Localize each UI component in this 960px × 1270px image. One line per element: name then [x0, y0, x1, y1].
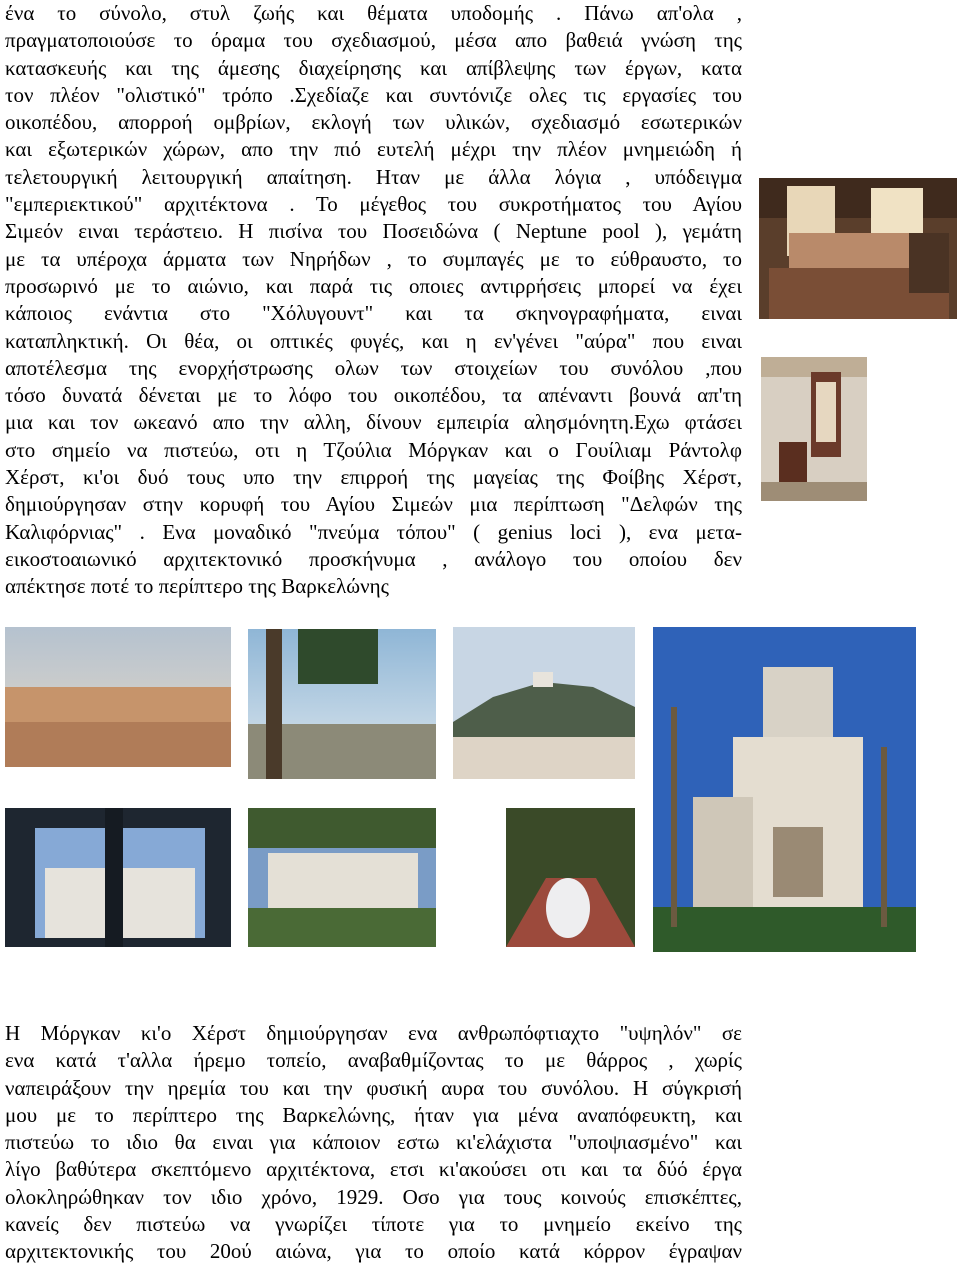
- text-line: μου με το περίπτερο της Βαρκελώνης, ήταν για μένα αναπόφευκτη, και: [5, 1102, 742, 1127]
- text-line: Καλιφόρνιας" . Ενα μοναδικό "πνεύμα τόπου" ( genius loci ), ενα μετα-: [5, 519, 742, 544]
- text-line: τόσο δυνατά δένεται με το λόφο του οικοπέδου, τα απέναντι βουνά απ'τη: [5, 383, 742, 408]
- statue-staircase-photo: [506, 808, 635, 947]
- hearst-castle-towers-photo: [653, 627, 916, 952]
- text-line: "εμπεριεκτικού" αρχιτέκτονα . Το μέγεθος του συκροτήματος του Αγίου: [5, 192, 742, 217]
- text-line: ένα το σύνολο, στυλ ζωής και θέματα υποδομής . Πάνω απ'ολα ,: [5, 1, 742, 25]
- text-line: οικοπέδου, απορροή ομβρίων, εκλογή των υλικών, σχεδιασμό εσωτερικών: [5, 110, 742, 135]
- text-line: ολοκληρώθηκαν τον ιδιο χρόνο, 1929. Οσο για τους κοινούς επισκέπτες,: [5, 1184, 742, 1209]
- hilltop-castle-photo: [453, 627, 635, 779]
- text-line: πραγματοποιούσε το όραμα του σχεδιασμού, μέσα απο βαθειά γνώση της: [5, 28, 742, 53]
- villa-terrace-photo: [248, 808, 436, 947]
- text-line: μια και τον ωκεανό απο την αλλη, δίνουν εμπειρία αλησμόνητη.Εχω φτάσει: [5, 410, 742, 435]
- text-line: τον πλέον "ολιστικό" τρόπο .Σχεδίαζε και συντόνιζε ολες τις εργασίες του: [5, 82, 742, 107]
- colonnade-view-photo: [5, 808, 231, 947]
- text-line: προσωρινό με το αιώνιο, και παρά τις οποιες αντιρρήσεις μπορεί να έχει: [5, 273, 742, 298]
- landscape-valley-photo: [5, 627, 231, 767]
- text-line: κάποιος ενάντια στο "Χόλυγουντ" και τα σκηνογραφήματα, ειναι: [5, 301, 742, 326]
- text-line: απέκτησε ποτέ το περίπτερο της Βαρκελώνης: [5, 574, 389, 599]
- text-line: αρχιτεκτονικής του 20ού αιώνα, για το οποίο κατά κόρρον έγραψαν: [5, 1239, 742, 1264]
- bedroom-interior-photo: [759, 178, 957, 319]
- text-line: Χέρστ, κι'οι δυό τους υπο την επιρροή της μαγείας της Φοίβης Χέρστ,: [5, 465, 742, 490]
- text-line: δημιούργησαν στην κορυφή του Αγίου Σιμεών μια περίπτωση "Δελφών της: [5, 492, 742, 517]
- text-line: αποτέλεσμα της ενορχήστρωσης ολων των στοιχείων του συνόλου ,πoυ: [5, 355, 742, 380]
- text-line: με τα υπέροχα άρματα των Νηρήδων , το συμπαγές με το εύθραυστο, το: [5, 246, 742, 271]
- interior-chair-photo: [761, 357, 867, 501]
- text-line: εικοστοαιωνικό αρχιτεκτονικό προσκήνυμα , ανάλογο του οποίου δεν: [5, 546, 742, 571]
- text-line: Σιμεόν ειναι τεράστειο. Η πισίνα του Ποσειδώνα ( Neptune pool ), γεμάτη: [5, 219, 742, 244]
- text-line: κανείς δεν πιστεύω να γνωρίζει τίποτε για το μνημείο εκείνο της: [5, 1212, 742, 1237]
- text-line: λίγο βαθύτερα σκεπτόμενο αρχιτέκτονα, ετσι κι'ακούσει οτι και τα δύό έργα: [5, 1157, 742, 1182]
- text-line: στο σημείο να πιστεύω, οτι η Τζούλια Μόργκαν και ο Γουίλιαμ Ράντολφ: [5, 437, 742, 462]
- text-line: καταπληκτική. Οι θέα, οι οπτικές φυγές, και η εν'γένει "αύρα" που ειναι: [5, 328, 742, 353]
- text-line: ναπειράξουν την ηρεμία του και την φυσική αυρα του συνόλου. Η σύγκρισή: [5, 1075, 742, 1100]
- text-line: ενα κατά τ'αλλα ήρεμο τοπείο, αναβαθμίζοντας το με θάρρος , χωρίς: [5, 1048, 742, 1073]
- pine-tree-view-photo: [248, 629, 436, 779]
- text-line: τελετουργική λειτουργική απαίτηση. Ηταν με άλλα λόγια , υπόδειγμα: [5, 164, 742, 189]
- paragraph-1: [5, 0, 742, 601]
- text-line: κατασκευής και της άμεσης διαχείρησης και απίβλεψης των έργων, κατα: [5, 55, 742, 80]
- text-line: Η Μόργκαν κι'ο Χέρστ δημιούργησαν ενα ανθρωπόφτιαχτο "υψηλόν" σε: [5, 1021, 742, 1045]
- text-line: πιστεύω το ιδιο θα ειναι για κάποιον εστω κι'ελάχιστα "υποψιασμένο" και: [5, 1130, 742, 1155]
- text-line: και εξωτερικών χώρων, απο την πιό ευτελή μέχρι την πλέον μνημειώδη ή: [5, 137, 742, 162]
- paragraph-2: [5, 1020, 742, 1266]
